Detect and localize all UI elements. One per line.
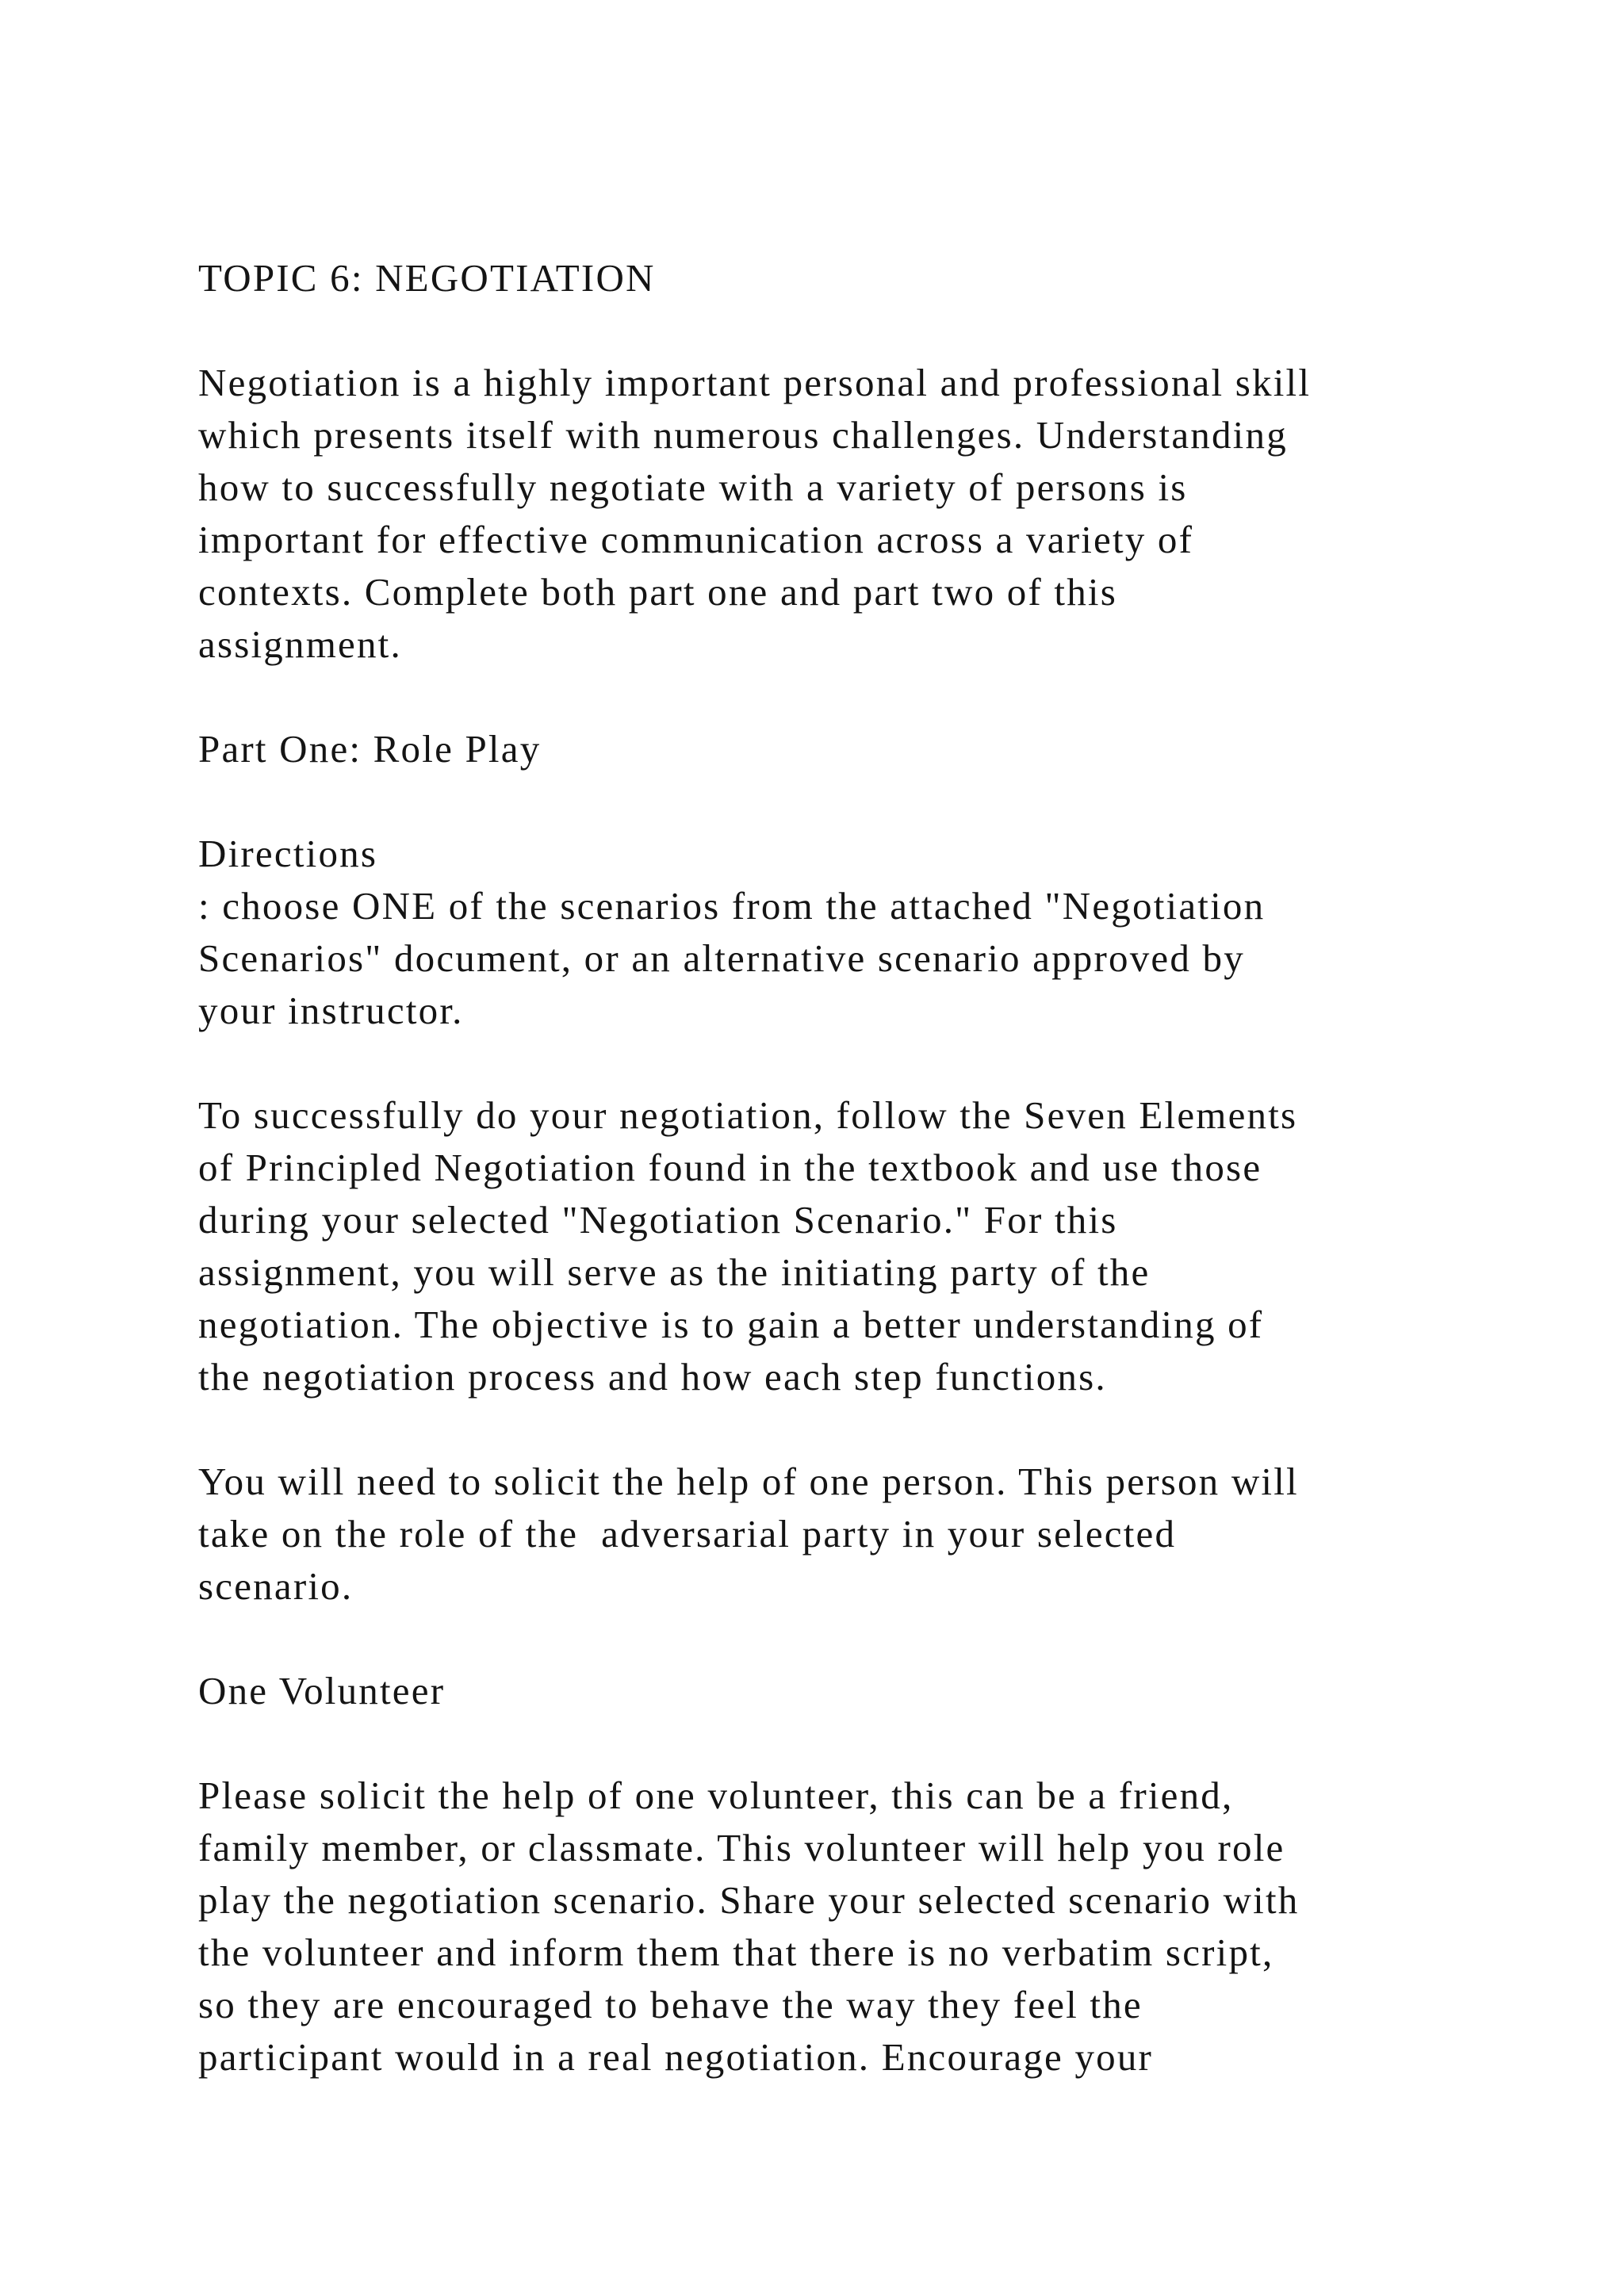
heading-line: One Volunteer (198, 1669, 446, 1712)
text-line: You will need to solicit the help of one person. This person will (198, 1460, 1299, 1503)
volunteer-heading (198, 1665, 1467, 1717)
text-line: which presents itself with numerous challenges. Understanding (198, 413, 1288, 457)
text-line: take on the role of the adversarial party in your selected (198, 1512, 1177, 1556)
title-line: TOPIC 6: NEGOTIATION (198, 256, 656, 300)
document-body (198, 252, 1467, 2136)
text-line: contexts. Complete both part one and part two of this (198, 570, 1117, 614)
text-line: how to successfully negotiate with a variety of persons is (198, 465, 1188, 509)
text-line: Directions (198, 832, 378, 875)
text-line: important for effective communication across a variety of (198, 518, 1194, 561)
text-line: so they are encouraged to behave the way they feel the (198, 1983, 1143, 2026)
part-one-heading (198, 723, 1467, 775)
text-line: scenario. (198, 1564, 354, 1608)
text-line: play the negotiation scenario. Share your selected scenario with (198, 1878, 1300, 1922)
text-line: assignment. (198, 622, 402, 666)
text-line: your instructor. (198, 989, 464, 1032)
text-line: assignment, you will serve as the initiating party of the (198, 1250, 1151, 1294)
text-line: Negotiation is a highly important personal and professional skill (198, 361, 1312, 404)
text-line: To successfully do your negotiation, follow the Seven Elements (198, 1093, 1298, 1137)
text-line: participant would in a real negotiation. Encourage your (198, 2035, 1154, 2079)
text-line: : choose ONE of the scenarios from the attached "Negotiation (198, 884, 1266, 928)
directions-paragraph (198, 828, 1467, 1037)
intro-paragraph (198, 357, 1467, 671)
text-line: Scenarios" document, or an alternative scenario approved by (198, 936, 1245, 980)
text-line: Please solicit the help of one volunteer, this can be a friend, (198, 1774, 1234, 1817)
text-line: family member, or classmate. This volunteer will help you role (198, 1826, 1285, 1869)
text-line: the negotiation process and how each step functions. (198, 1355, 1107, 1399)
solicit-paragraph (198, 1456, 1467, 1613)
text-line: of Principled Negotiation found in the textbook and use those (198, 1146, 1262, 1189)
heading-line: Part One: Role Play (198, 727, 542, 771)
document-title (198, 252, 1467, 304)
text-line: the volunteer and inform them that there is no verbatim script, (198, 1931, 1274, 1974)
text-line: during your selected "Negotiation Scenario." For this (198, 1198, 1118, 1242)
volunteer-paragraph (198, 1770, 1467, 2084)
text-line: negotiation. The objective is to gain a better understanding of (198, 1303, 1264, 1346)
instructions-paragraph (198, 1089, 1467, 1403)
